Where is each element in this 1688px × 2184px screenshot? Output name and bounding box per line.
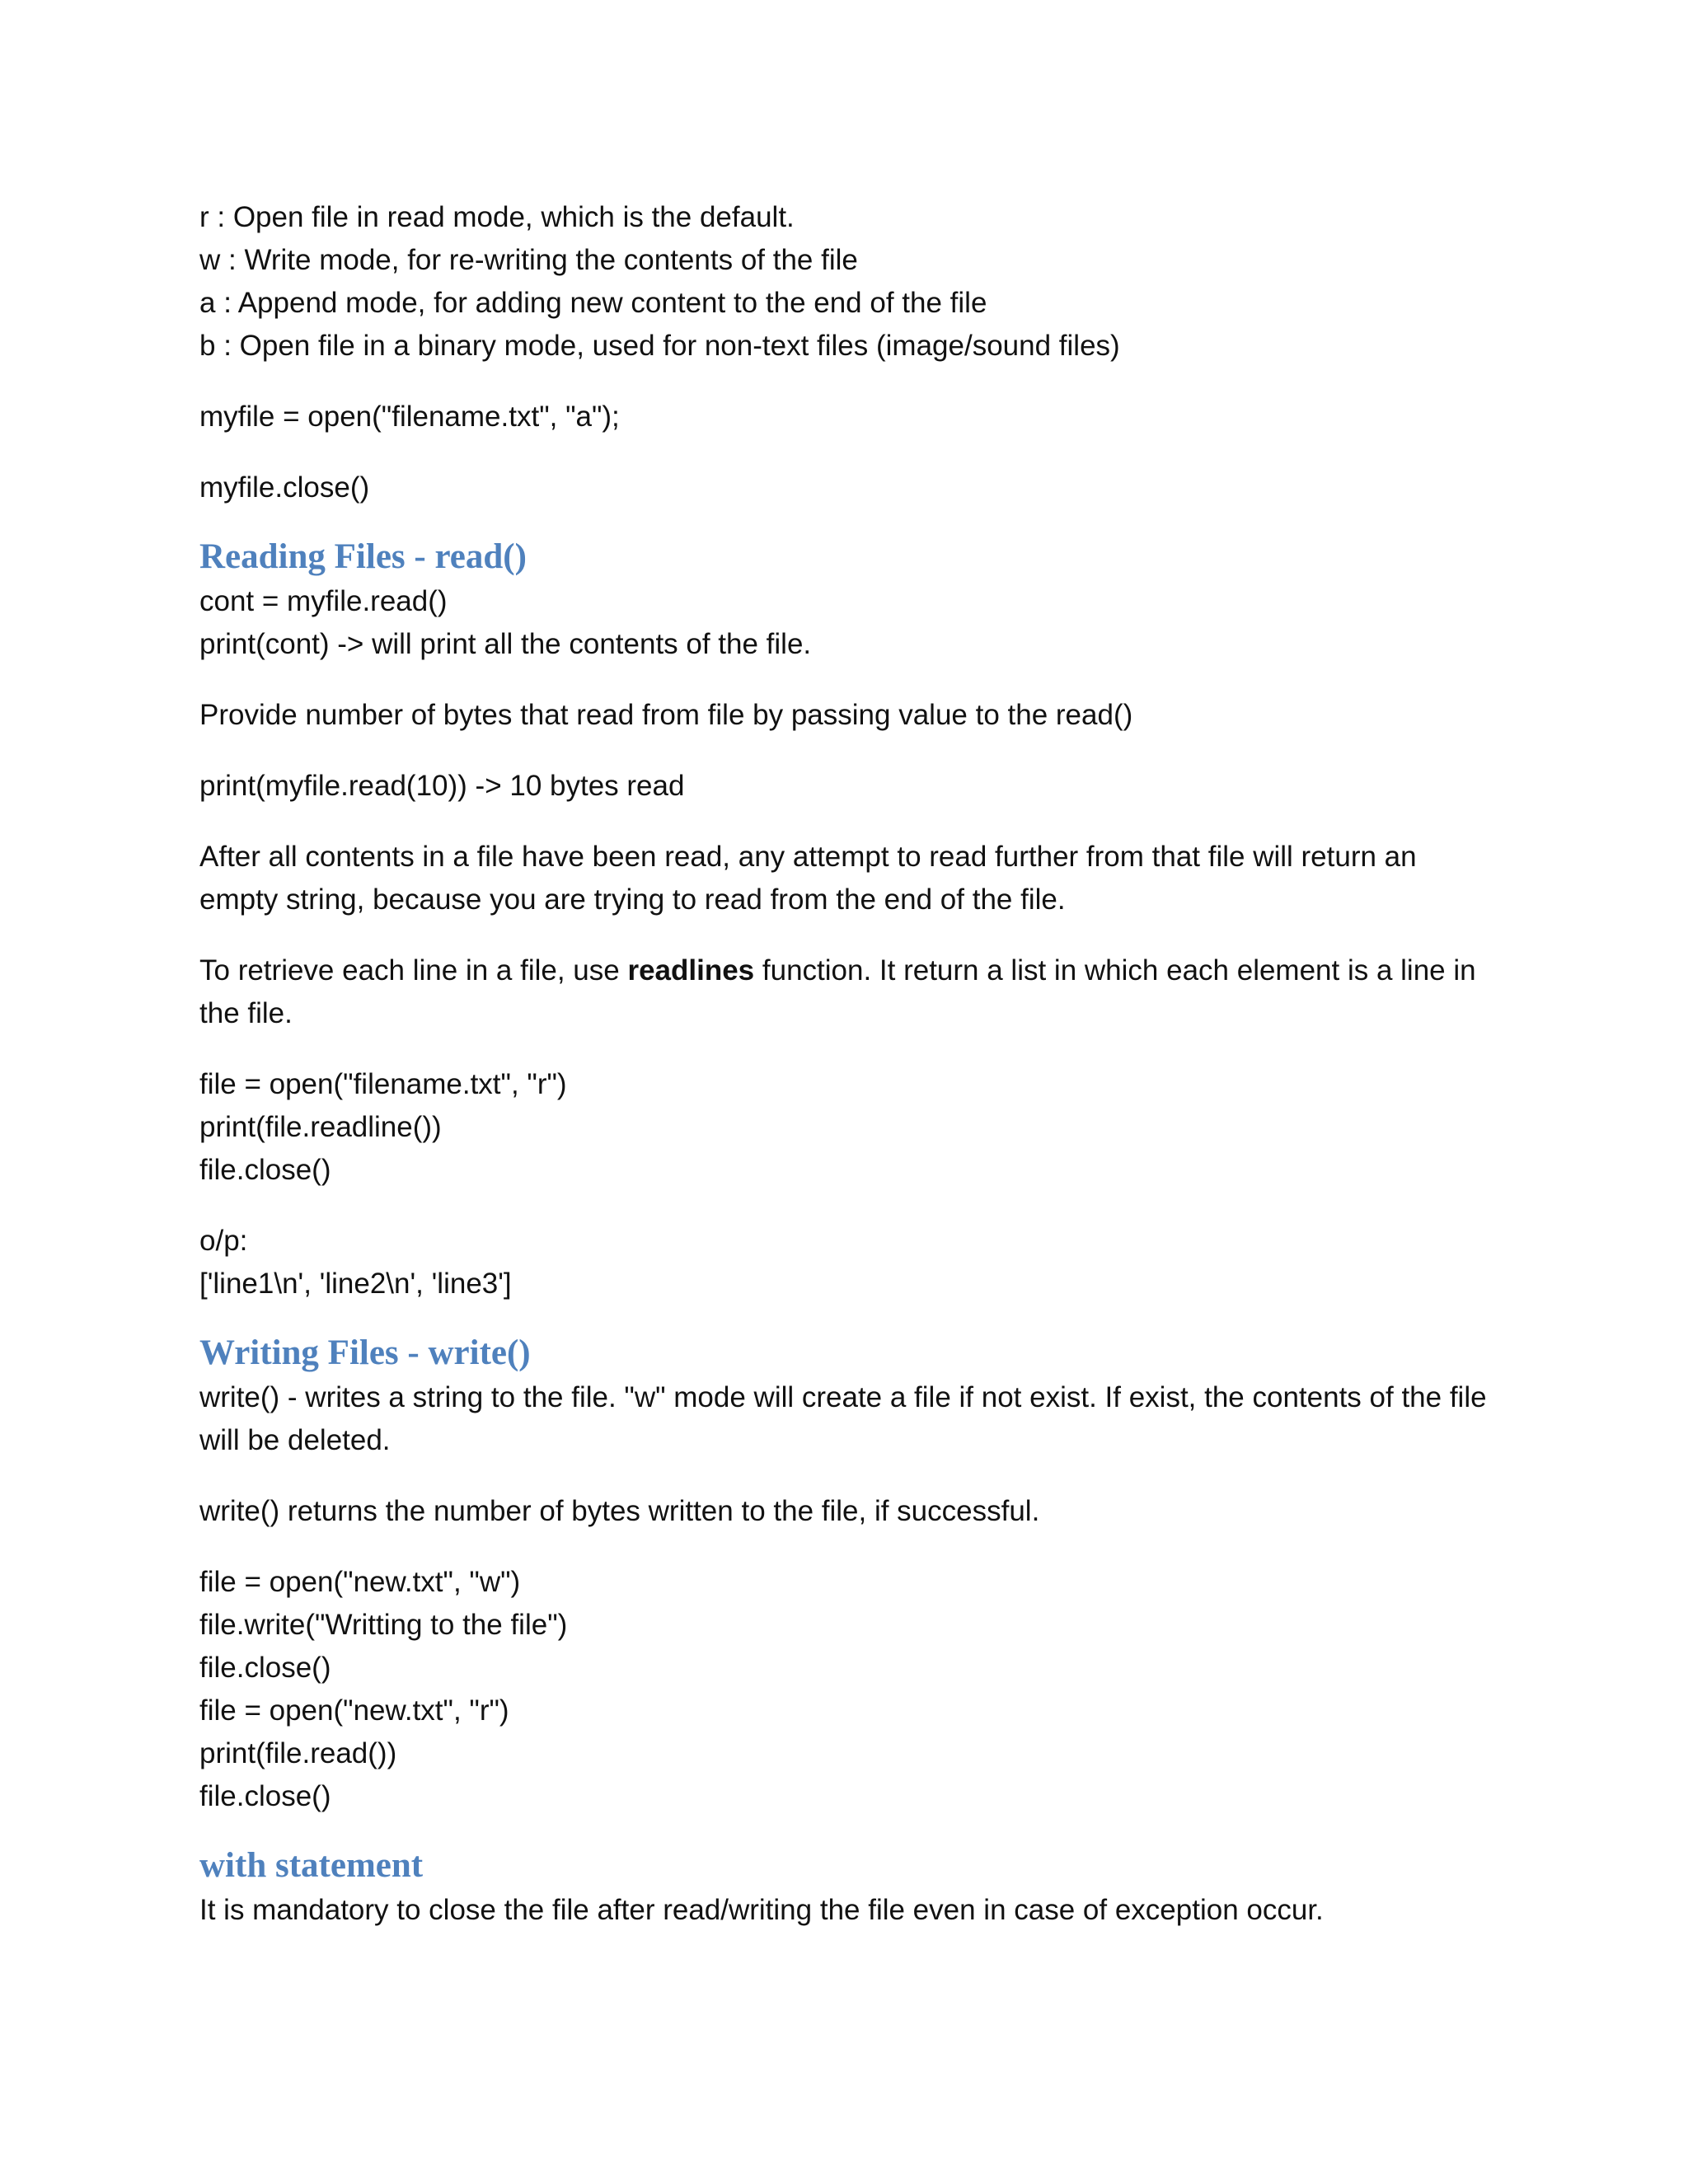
code-line: file.close() <box>199 1154 331 1186</box>
reading-files-heading: Reading Files - read() <box>199 537 527 576</box>
code-line: file.close() <box>199 1780 331 1812</box>
close-example-code: myfile.close() <box>199 471 370 504</box>
code-line: print(file.readline()) <box>199 1111 442 1143</box>
readlines-prefix: To retrieve each line in a file, use <box>199 954 628 987</box>
mode-b-text: b : Open file in a binary mode, used for non-text files (image/sound files) <box>199 330 1120 362</box>
mode-a-text: a : Append mode, for adding new content to the end of the file <box>199 287 987 319</box>
code-line: print(file.read()) <box>199 1737 397 1769</box>
code-line: file = open("new.txt", "r") <box>199 1694 509 1727</box>
file-modes-list <box>199 196 1502 368</box>
write-returns-text: write() returns the number of bytes written to the file, if successful. <box>199 1495 1040 1527</box>
code-line: file.close() <box>199 1652 331 1684</box>
write-code-block <box>199 1561 1502 1818</box>
readlines-paragraph <box>199 949 1502 1035</box>
print-cont-line: print(cont) -> will print all the contents of the file. <box>199 628 812 660</box>
bytes-example-code: print(myfile.read(10)) -> 10 bytes read <box>199 770 685 802</box>
mode-w-text: w : Write mode, for re-writing the contents of the file <box>199 244 858 276</box>
with-statement-text: It is mandatory to close the file after read/writing the file even in case of exception occur. <box>199 1894 1324 1926</box>
output-value: ['line1\n', 'line2\n', 'line3'] <box>199 1268 512 1300</box>
output-block <box>199 1220 1502 1305</box>
code-line: file = open("new.txt", "w") <box>199 1566 521 1598</box>
readlines-suffix: function. It return a list in which each element is a line in the file. <box>199 954 1476 1029</box>
readlines-keyword: readlines <box>627 954 755 987</box>
write-intro-paragraph: write() - writes a string to the file. "w" mode will create a file if not exist. If exist, the contents of the file will be deleted. <box>199 1381 1487 1456</box>
eof-note-paragraph: After all contents in a file have been read, any attempt to read further from that file will return an empty string, because you are trying to read from the end of the file. <box>199 841 1417 916</box>
open-example-code: myfile = open("filename.txt", "a"); <box>199 401 620 433</box>
writing-files-heading: Writing Files - write() <box>199 1333 531 1372</box>
readline-code-block <box>199 1063 1502 1192</box>
read-example-line: cont = myfile.read() <box>199 585 448 617</box>
code-line: file = open("filename.txt", "r") <box>199 1068 567 1100</box>
document-content <box>199 196 1502 1932</box>
code-line: file.write("Writting to the file") <box>199 1609 568 1641</box>
with-statement-heading: with statement <box>199 1846 424 1885</box>
output-label: o/p: <box>199 1225 248 1257</box>
bytes-note-text: Provide number of bytes that read from file by passing value to the read() <box>199 699 1133 731</box>
mode-r-text: r : Open file in read mode, which is the default. <box>199 201 795 233</box>
